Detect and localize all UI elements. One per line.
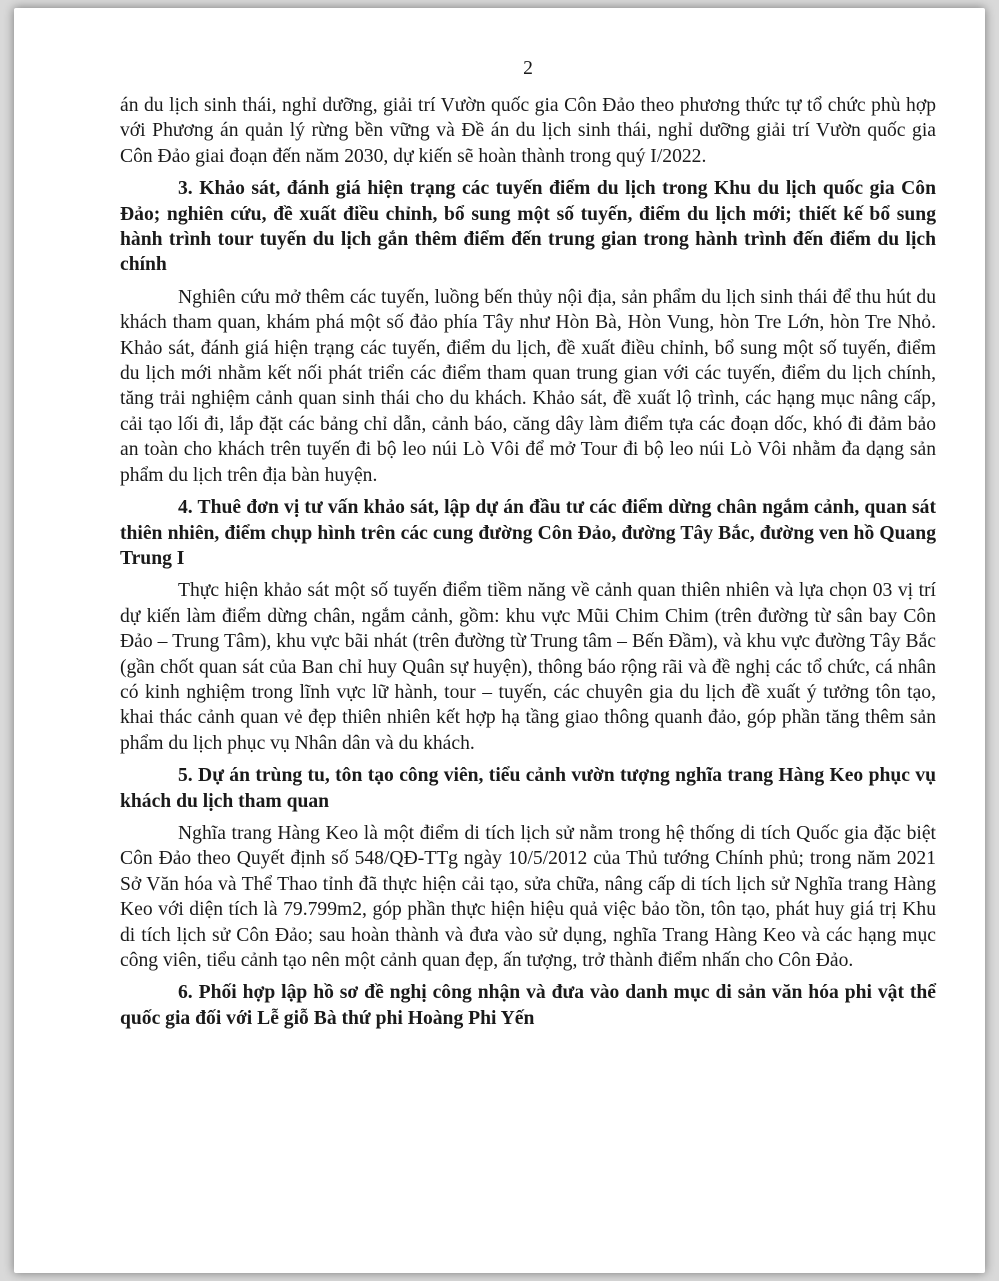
section-4-body: Thực hiện khảo sát một số tuyến điểm tiềm năng về cảnh quan thiên nhiên và lựa chọn 03 vị trí dự kiến làm điểm dừng chân, ngắm cảnh, gồm: khu vực Mũi Chim Chim (trên đường từ sân bay Côn Đảo – Trung Tâm), khu vực bãi nhát (trên đường từ Trung tâm – Bến Đầm), và khu vực đường Tây Bắc (gần chốt quan sát của Ban chỉ huy Quân sự huyện), thông báo rộng rãi và đề nghị các tổ chức, cá nhân có kinh nghiệm trong lĩnh vực lữ hành, tour – tuyến, các chuyên gia du lịch đề xuất ý tưởng tôn tạo, khai thác cảnh quan vẻ đẹp thiên nhiên kết hợp hạ tầng giao thông quanh đảo, góp phần tăng thêm sản phẩm du lịch phục vụ Nhân dân và du khách. [120,580,936,754]
continued-paragraph: án du lịch sinh thái, nghỉ dưỡng, giải trí Vườn quốc gia Côn Đảo theo phương thức tự tổ chức phù hợp với Phương án quản lý rừng bền vững và Đề án du lịch sinh thái, nghỉ dưỡng giải trí Vườn quốc gia Côn Đảo giai đoạn đến năm 2030, dự kiến sẽ hoàn thành trong quý I/2022. [120,95,936,167]
section-3-body: Nghiên cứu mở thêm các tuyến, luồng bến thủy nội địa, sản phẩm du lịch sinh thái để thu hút du khách tham quan, khám phá một số đảo phía Tây như Hòn Bà, Hòn Vung, hòn Tre Lớn, hòn Tre Nhỏ. Khảo sát, đánh giá hiện trạng các tuyến, điểm du lịch, đề xuất điều chỉnh, bổ sung một số tuyến, điểm du lịch mới nhằm kết nối phát triển các điểm tham quan trung gian với các tuyến, điểm du lịch chính, tăng trải nghiệm cảnh quan sinh thái cho du khách. Khảo sát, đề xuất lộ trình, các hạng mục nâng cấp, cải tạo lối đi, lắp đặt các bảng chỉ dẫn, cảnh báo, căng dây làm điểm tựa các đoạn dốc, khó đi đảm bảo an toàn cho khách trên tuyến đi bộ leo núi Lò Vôi để mở Tour đi bộ leo núi Lò Vôi nhằm đa dạng sản phẩm du lịch trên địa bàn huyện. [120,286,936,486]
page-content [120,56,936,1038]
section-3-heading: 3. Khảo sát, đánh giá hiện trạng các tuyến điểm du lịch trong Khu du lịch quốc gia Côn Đảo; nghiên cứu, đề xuất điều chỉnh, bổ sung một số tuyến, điểm du lịch mới; thiết kế bổ sung hành trình tour tuyến du lịch gắn thêm điểm đến trung gian trong hành trình đến điểm du lịch chính [120,178,936,276]
document-page [14,8,985,1273]
page-number: 2 [523,58,533,79]
section-5-body: Nghĩa trang Hàng Keo là một điểm di tích lịch sử nằm trong hệ thống di tích Quốc gia đặc biệt Côn Đảo theo Quyết định số 548/QĐ-TTg ngày 10/5/2012 của Thủ tướng Chính phủ; trong năm 2021 Sở Văn hóa và Thể Thao tỉnh đã thực hiện cải tạo, sửa chữa, nâng cấp di tích lịch sử Nghĩa trang Hàng Keo với diện tích là 79.799m2, góp phần thực hiện hiệu quả việc bảo tồn, tôn tạo, phát huy giá trị Khu di tích lịch sử Côn Đảo; sau hoàn thành và đưa vào sử dụng, nghĩa Trang Hàng Keo và các hạng mục công viên, tiểu cảnh tạo nên một cảnh quan đẹp, ấn tượng, trở thành điểm nhấn cho Côn Đảo. [120,822,936,971]
section-5-heading: 5. Dự án trùng tu, tôn tạo công viên, tiểu cảnh vườn tượng nghĩa trang Hàng Keo phục vụ khách du lịch tham quan [120,765,936,812]
section-6-heading: 6. Phối hợp lập hồ sơ đề nghị công nhận và đưa vào danh mục di sản văn hóa phi vật thể quốc gia đối với Lễ giỗ Bà thứ phi Hoàng Phi Yến [120,982,936,1029]
section-4-heading: 4. Thuê đơn vị tư vấn khảo sát, lập dự án đầu tư các điểm dừng chân ngắm cảnh, quan sát thiên nhiên, điểm chụp hình trên các cung đường Côn Đảo, đường Tây Bắc, đường ven hồ Quang Trung I [120,497,936,569]
